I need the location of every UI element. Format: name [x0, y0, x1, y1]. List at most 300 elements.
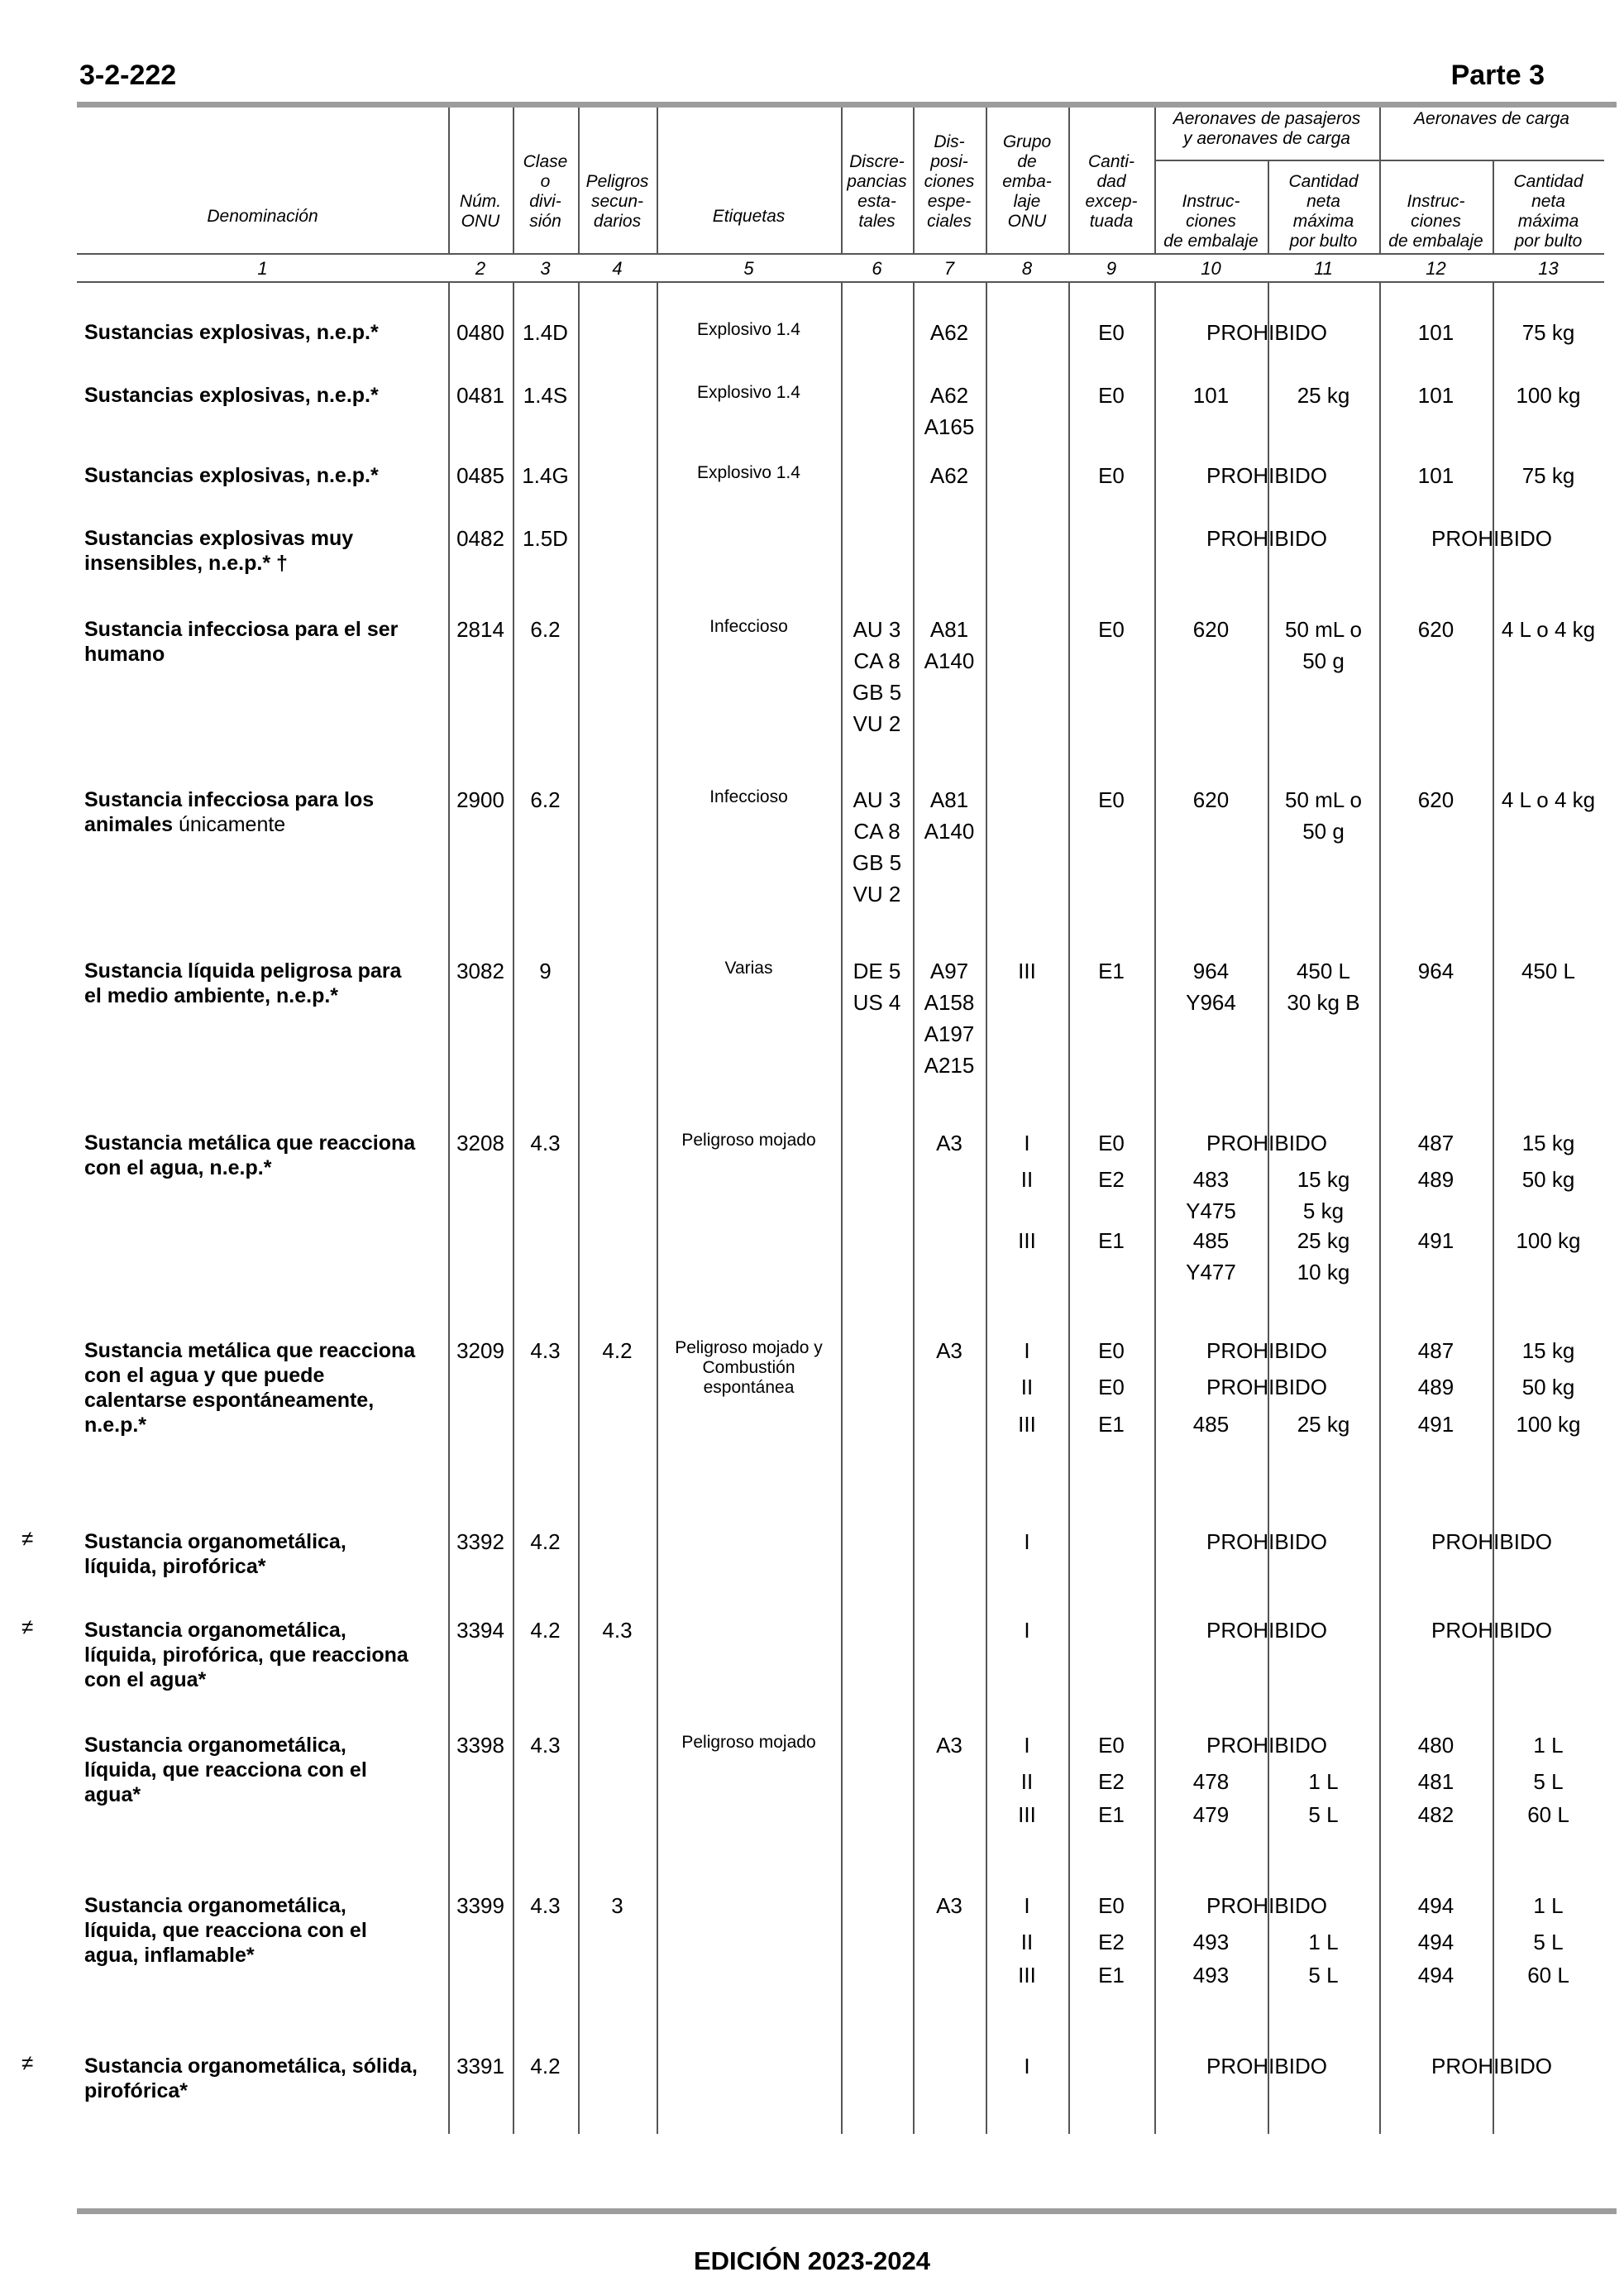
substance-name-line: con el agua, n.e.p.* — [84, 1156, 272, 1179]
substance-name — [84, 463, 448, 488]
pax-prohibited: PROHIBIDO — [1206, 526, 1327, 551]
pax-prohibited: PROHIBIDO — [1206, 2054, 1327, 2078]
pax-max-quantity: 5 L — [1308, 1963, 1339, 1987]
header-line: Grupo — [1002, 132, 1052, 151]
special-provision-line: A81 — [929, 617, 969, 642]
header-cantidad-exceptuada — [1068, 152, 1154, 232]
pax-prohibited: PROHIBIDO — [1206, 1529, 1327, 1554]
pax-max-quantity: 1 L — [1308, 1930, 1339, 1954]
header-bottom-rule — [77, 253, 1604, 255]
hazard-label-line: Varias — [724, 959, 773, 978]
substance-name — [84, 320, 448, 345]
class-division: 1.4G — [522, 463, 569, 488]
pax-prohibited: PROHIBIDO — [1206, 1131, 1327, 1155]
column-number: 6 — [872, 258, 882, 279]
cargo-max-quantity: 75 kg — [1521, 320, 1575, 345]
header-line: dad — [1096, 172, 1126, 191]
header-line: ciones — [924, 172, 975, 191]
packing-group: III — [1018, 1802, 1036, 1827]
un-number: 3082 — [456, 959, 504, 983]
pax-packing-instruction: Y477 — [1186, 1260, 1236, 1284]
class-division: 1.4S — [523, 383, 568, 408]
substance-name — [84, 787, 448, 837]
substance-name-line: humano — [84, 643, 165, 666]
hazard-label-line: Infeccioso — [709, 617, 788, 636]
class-division: 4.3 — [530, 1338, 561, 1363]
pax-packing-instruction: 493 — [1192, 1930, 1230, 1954]
class-division: 6.2 — [530, 787, 561, 812]
un-number: 3392 — [456, 1529, 504, 1554]
cargo-max-quantity: 5 L — [1533, 1769, 1564, 1794]
header-line: emba- — [1002, 172, 1052, 191]
header-line: espe- — [927, 192, 972, 211]
pax-max-quantity — [1268, 955, 1379, 1018]
substance-name-line: líquida, que reacciona con el — [84, 1919, 367, 1942]
special-provision — [913, 1890, 986, 1921]
body-column-divider — [578, 281, 580, 2134]
body-column-divider — [1493, 281, 1494, 2134]
cargo-packing-instruction: 481 — [1417, 1769, 1454, 1794]
excepted-quantity: E2 — [1098, 1930, 1125, 1954]
state-variation-line: CA 8 — [853, 819, 900, 844]
header-aero-pasajeros — [1154, 109, 1379, 149]
column-number: 3 — [540, 258, 551, 279]
header-line: Núm. — [459, 192, 502, 211]
hazard-label — [657, 1338, 841, 1398]
class-division: 1.4D — [523, 320, 568, 345]
special-provision-line: A62 — [929, 320, 969, 345]
substance-name-line: Sustancia organometálica, — [84, 1734, 346, 1757]
cargo-packing-instruction: 494 — [1417, 1963, 1454, 1987]
cargo-packing-instruction: 487 — [1417, 1131, 1454, 1155]
class-division: 4.3 — [530, 1131, 561, 1155]
un-number: 0481 — [456, 383, 504, 408]
change-mark: ≠ — [21, 1526, 34, 1551]
header-line: y aeronaves de carga — [1183, 129, 1350, 148]
substance-name — [84, 1529, 448, 1579]
packing-group: III — [1018, 1412, 1036, 1437]
hazard-label — [657, 959, 841, 978]
cargo-max-quantity: 450 L — [1521, 959, 1576, 983]
substance-name — [84, 617, 448, 667]
cargo-packing-instruction: 482 — [1417, 1802, 1454, 1827]
class-division: 9 — [539, 959, 552, 983]
header-instrucciones-carga — [1379, 192, 1493, 251]
substance-name — [84, 2054, 448, 2103]
body-column-divider — [1068, 281, 1070, 2134]
cargo-prohibited: PROHIBIDO — [1431, 526, 1552, 551]
excepted-quantity: E2 — [1098, 1167, 1125, 1192]
change-mark: ≠ — [21, 1614, 34, 1639]
excepted-quantity: E0 — [1098, 1893, 1125, 1918]
column-number: 12 — [1426, 258, 1446, 279]
cargo-max-quantity: 1 L — [1533, 1733, 1564, 1758]
substance-name-line: Sustancia infecciosa para los — [84, 788, 375, 811]
packing-group: II — [1020, 1375, 1034, 1399]
un-number: 3399 — [456, 1893, 504, 1918]
substance-name-line: Sustancia organometálica, sólida, — [84, 2054, 418, 2078]
header-peligros — [578, 172, 657, 232]
excepted-quantity: E2 — [1098, 1769, 1125, 1794]
header-column-divider — [657, 108, 658, 253]
hazard-label-line: Combustión — [702, 1358, 795, 1377]
cargo-prohibited: PROHIBIDO — [1431, 1529, 1552, 1554]
excepted-quantity: E1 — [1098, 1802, 1125, 1827]
header-line: ciones — [1186, 212, 1236, 231]
header-line: esta- — [857, 192, 896, 211]
substance-name — [84, 1338, 448, 1437]
substance-name — [84, 1131, 448, 1180]
pax-max-quantity: 5 L — [1308, 1802, 1339, 1827]
substance-name — [84, 1733, 448, 1807]
pax-packing-instruction: 485 — [1192, 1412, 1230, 1437]
special-provision-line: A165 — [924, 414, 975, 439]
header-line: de embalaje — [1163, 232, 1259, 251]
class-division: 4.2 — [530, 1529, 561, 1554]
header-line: Instruc- — [1407, 192, 1465, 211]
column-number: 5 — [743, 258, 754, 279]
pax-packing-instruction — [1154, 784, 1268, 816]
hazard-label-line: Explosivo 1.4 — [697, 463, 800, 482]
header-line: secun- — [590, 192, 644, 211]
header-etiquetas: Etiquetas — [712, 207, 786, 226]
pax-prohibited: PROHIBIDO — [1206, 1893, 1327, 1918]
substance-name-line: Sustancias explosivas muy — [84, 527, 354, 550]
body-column-divider — [513, 281, 514, 2134]
substance-name-line: Sustancia líquida peligrosa para — [84, 959, 402, 983]
column-number: 4 — [612, 258, 623, 279]
cargo-max-quantity: 75 kg — [1521, 463, 1575, 488]
substance-name-line: agua* — [84, 1783, 141, 1806]
header-line: neta — [1306, 192, 1340, 211]
special-provision — [913, 460, 986, 491]
substance-name-line: con el agua* — [84, 1668, 207, 1691]
cargo-packing-instruction: 101 — [1417, 383, 1454, 408]
substance-name-line: Sustancia metálica que reacciona — [84, 1339, 416, 1362]
header-line: laje — [1013, 192, 1041, 211]
substance-name-line: n.e.p.* — [84, 1413, 147, 1437]
header-grupo — [986, 132, 1068, 232]
pax-packing-instruction: Y475 — [1186, 1198, 1236, 1223]
hazard-label-line: Peligroso mojado — [681, 1131, 816, 1150]
state-variation-line: AU 3 — [853, 617, 901, 642]
excepted-quantity: E0 — [1098, 1131, 1125, 1155]
column-number: 10 — [1201, 258, 1221, 279]
state-variation-line: VU 2 — [853, 711, 901, 736]
cargo-max-quantity: 100 kg — [1516, 1412, 1581, 1437]
special-provision-line: A3 — [936, 1733, 962, 1758]
state-variation-line: DE 5 — [853, 959, 901, 983]
cargo-max-quantity: 100 kg — [1516, 1228, 1581, 1253]
pax-max-quantity — [1268, 784, 1379, 847]
cargo-packing-instruction: 620 — [1417, 617, 1454, 642]
cargo-max-quantity: 15 kg — [1521, 1338, 1575, 1363]
pax-packing-instruction — [1154, 614, 1268, 645]
un-number: 0485 — [456, 463, 504, 488]
pax-max-quantity: 25 kg — [1297, 1412, 1350, 1437]
header-line: Dis- — [934, 132, 965, 151]
header-line: tales — [858, 212, 896, 231]
header-line: Clase — [523, 152, 568, 171]
special-provision — [913, 1729, 986, 1761]
substance-name-line: calentarse espontáneamente, — [84, 1389, 375, 1412]
state-variation — [841, 784, 913, 910]
bottom-rule — [77, 2208, 1617, 2214]
body-column-divider — [448, 281, 450, 2134]
pax-packing-instruction — [1154, 955, 1268, 1018]
header-line: por bulto — [1289, 232, 1358, 251]
hazard-label-line: espontánea — [703, 1378, 795, 1397]
excepted-quantity: E0 — [1098, 1338, 1125, 1363]
class-division: 4.3 — [530, 1733, 561, 1758]
substance-name-line: líquida, pirofórica, que reacciona — [84, 1643, 408, 1667]
pax-max-quantity-line: 30 kg B — [1287, 990, 1360, 1015]
substance-name-line: insensibles, n.e.p.* † — [84, 552, 288, 575]
substance-name — [84, 1893, 448, 1968]
packing-group: II — [1020, 1769, 1034, 1794]
column-number: 1 — [257, 258, 268, 279]
substance-name-line: líquida, pirofórica* — [84, 1555, 266, 1578]
pax-packing-instruction-line: 620 — [1192, 617, 1230, 642]
part-title: Parte 3 — [1450, 60, 1545, 91]
cargo-max-quantity: 100 kg — [1516, 383, 1581, 408]
pax-packing-instruction: 493 — [1192, 1963, 1230, 1987]
special-provision-line: A158 — [924, 990, 975, 1015]
excepted-quantity: E1 — [1098, 1963, 1125, 1987]
excepted-quantity: E0 — [1098, 617, 1125, 642]
header-line: pancias — [847, 172, 907, 191]
substance-name — [84, 526, 448, 576]
hazard-label — [657, 320, 841, 340]
cargo-packing-instruction: 489 — [1417, 1167, 1454, 1192]
cargo-max-quantity: 5 L — [1533, 1930, 1564, 1954]
state-variation-line: GB 5 — [852, 850, 902, 875]
hazard-label-line: Peligroso mojado — [681, 1733, 816, 1752]
substance-name-bold: animales — [84, 813, 179, 836]
special-provision-line: A62 — [929, 463, 969, 488]
pax-packing-instruction-line: 620 — [1192, 787, 1230, 812]
pax-packing-instruction: 479 — [1192, 1802, 1230, 1827]
cargo-packing-instruction: 494 — [1417, 1893, 1454, 1918]
hazard-label — [657, 1733, 841, 1753]
packing-group: I — [1024, 1529, 1030, 1554]
cargo-max-quantity: 50 kg — [1521, 1375, 1575, 1399]
cargo-packing-instruction: 101 — [1417, 463, 1454, 488]
excepted-quantity: E1 — [1098, 1228, 1125, 1253]
special-provision — [913, 317, 986, 348]
un-number: 3208 — [456, 1131, 504, 1155]
header-aero-carga: Aeronaves de carga — [1414, 109, 1569, 128]
special-provision-line: A62 — [929, 383, 969, 408]
header-line: Instruc- — [1182, 192, 1240, 211]
packing-group: III — [1018, 1963, 1036, 1987]
substance-name-line: Sustancia organometálica, — [84, 1530, 346, 1553]
header-line: Discre- — [849, 152, 905, 171]
excepted-quantity: E0 — [1098, 320, 1125, 345]
pax-prohibited: PROHIBIDO — [1206, 463, 1327, 488]
packing-group: II — [1020, 1167, 1034, 1192]
substance-name-line: Sustancia organometálica, — [84, 1894, 346, 1917]
pax-max-quantity: 25 kg — [1297, 1228, 1350, 1253]
substance-name-line: Sustancia metálica que reacciona — [84, 1131, 416, 1155]
cargo-prohibited: PROHIBIDO — [1431, 1618, 1552, 1643]
state-variation-line: GB 5 — [852, 680, 902, 705]
header-cantidad-pax — [1268, 172, 1379, 251]
special-provision-line: A197 — [924, 1021, 975, 1046]
substance-name-line: Sustancias explosivas, n.e.p.* — [84, 384, 379, 407]
cargo-packing-instruction: 489 — [1417, 1375, 1454, 1399]
special-provision — [913, 1335, 986, 1366]
pax-prohibited: PROHIBIDO — [1206, 1618, 1327, 1643]
hazard-label-line: Infeccioso — [709, 787, 788, 806]
special-provision-line: A81 — [929, 787, 969, 812]
cargo-packing-instruction: 494 — [1417, 1930, 1454, 1954]
packing-group: I — [1024, 1131, 1030, 1155]
substance-name-line: el medio ambiente, n.e.p.* — [84, 984, 339, 1007]
substance-name-normal: únicamente — [178, 813, 286, 836]
body-column-divider — [1379, 281, 1381, 2134]
packing-group: I — [1024, 1618, 1030, 1643]
special-provision — [913, 784, 986, 847]
excepted-quantity: E1 — [1098, 959, 1125, 983]
substance-name-line: agua, inflamable* — [84, 1944, 255, 1967]
un-number: 3391 — [456, 2054, 504, 2078]
change-mark: ≠ — [21, 2050, 34, 2075]
top-rule — [77, 102, 1617, 108]
body-column-divider — [986, 281, 987, 2134]
substance-name-line: líquida, que reacciona con el — [84, 1758, 367, 1782]
cargo-max-quantity: 15 kg — [1521, 1131, 1575, 1155]
substance-name — [84, 1618, 448, 1692]
state-variation-line: VU 2 — [853, 882, 901, 906]
class-division: 4.2 — [530, 2054, 561, 2078]
substance-name-line: Sustancia infecciosa para el ser — [84, 618, 399, 641]
cargo-packing-instruction: 101 — [1417, 320, 1454, 345]
substance-name — [84, 959, 448, 1008]
column-number: 9 — [1106, 258, 1117, 279]
column-number: 7 — [943, 258, 955, 279]
pax-packing-instruction: 483 — [1192, 1167, 1230, 1192]
header-line: Cantidad — [1513, 172, 1583, 191]
special-provision-line: A3 — [936, 1893, 962, 1918]
state-variation-line: CA 8 — [853, 648, 900, 673]
header-denominacion: Denominación — [207, 207, 318, 226]
header-line: ONU — [461, 212, 500, 231]
page-number: 3-2-222 — [79, 60, 177, 91]
pax-max-quantity: 15 kg — [1297, 1167, 1350, 1192]
cargo-packing-instruction: 620 — [1417, 787, 1454, 812]
header-line: o — [540, 172, 551, 191]
column-number: 8 — [1021, 258, 1033, 279]
un-number: 3398 — [456, 1733, 504, 1758]
header-line: de embalaje — [1388, 232, 1483, 251]
pax-max-quantity-line: 50 mL o — [1285, 617, 1362, 642]
edition-footer: EDICIÓN 2023-2024 — [693, 2246, 931, 2275]
special-provision — [913, 1127, 986, 1159]
header-disposiciones — [913, 132, 986, 232]
header-line: tuada — [1089, 212, 1134, 231]
header-cantidad-carga — [1493, 172, 1604, 251]
header-line: divi- — [529, 192, 561, 211]
pax-max-quantity-line: 450 L — [1296, 959, 1351, 983]
un-number: 3209 — [456, 1338, 504, 1363]
hazard-label — [657, 383, 841, 403]
pax-max-quantity-line: 50 mL o — [1285, 787, 1362, 812]
header-line: Canti- — [1087, 152, 1135, 171]
header-line: Aeronaves de pasajeros — [1173, 109, 1361, 128]
packing-group: III — [1018, 1228, 1036, 1253]
hazard-label — [657, 617, 841, 637]
hazard-label-line: Peligroso mojado y — [675, 1338, 823, 1357]
cargo-max-quantity: 4 L o 4 kg — [1501, 617, 1596, 642]
special-provision-line: A215 — [924, 1053, 975, 1078]
cargo-packing-instruction: 487 — [1417, 1338, 1454, 1363]
substance-name-line: Sustancias explosivas, n.e.p.* — [84, 464, 379, 487]
pax-packing-instruction: 101 — [1192, 383, 1230, 408]
packing-group: II — [1020, 1930, 1034, 1954]
pax-max-quantity-line: 50 g — [1302, 648, 1345, 673]
excepted-quantity: E0 — [1098, 383, 1125, 408]
cargo-packing-instruction: 491 — [1417, 1228, 1454, 1253]
pax-packing-instruction: 478 — [1192, 1769, 1230, 1794]
class-division: 4.3 — [530, 1893, 561, 1918]
state-variation-line: US 4 — [853, 990, 901, 1015]
pax-packing-instruction: 485 — [1192, 1228, 1230, 1253]
substance-name-line: con el agua y que puede — [84, 1364, 325, 1387]
header-instrucciones-pax — [1154, 192, 1268, 251]
un-number: 0480 — [456, 320, 504, 345]
header-line: máxima — [1292, 212, 1354, 231]
header-line: máxima — [1517, 212, 1579, 231]
cargo-packing-instruction: 491 — [1417, 1412, 1454, 1437]
pax-prohibited: PROHIBIDO — [1206, 1338, 1327, 1363]
special-provision-line: A140 — [924, 648, 975, 673]
substance-name-line: pirofórica* — [84, 2079, 189, 2102]
header-line: de — [1017, 152, 1037, 171]
hazard-label — [657, 1131, 841, 1150]
cargo-max-quantity: 60 L — [1527, 1802, 1569, 1827]
header-line: Peligros — [585, 172, 649, 191]
state-variation — [841, 955, 913, 1018]
pax-prohibited: PROHIBIDO — [1206, 320, 1327, 345]
excepted-quantity: E0 — [1098, 463, 1125, 488]
cargo-max-quantity: 60 L — [1527, 1963, 1569, 1987]
header-line: neta — [1531, 192, 1565, 211]
substance-name-line: Sustancias explosivas, n.e.p.* — [84, 321, 379, 344]
header-discrepancias — [841, 152, 913, 232]
packing-group: I — [1024, 1733, 1030, 1758]
pax-max-quantity: 1 L — [1308, 1769, 1339, 1794]
special-provision-line: A97 — [929, 959, 969, 983]
packing-group: I — [1024, 1893, 1030, 1918]
header-line: ciales — [927, 212, 972, 231]
packing-group: I — [1024, 2054, 1030, 2078]
state-variation — [841, 614, 913, 739]
class-division: 6.2 — [530, 617, 561, 642]
un-number: 0482 — [456, 526, 504, 551]
cargo-packing-instruction: 964 — [1417, 959, 1454, 983]
packing-group: III — [1018, 959, 1036, 983]
pax-prohibited: PROHIBIDO — [1206, 1375, 1327, 1399]
header-line: Cantidad — [1288, 172, 1359, 191]
cargo-packing-instruction: 480 — [1417, 1733, 1454, 1758]
hazard-label-line: Explosivo 1.4 — [697, 320, 800, 339]
subsidiary-hazard: 3 — [611, 1893, 623, 1918]
subsidiary-hazard: 4.3 — [602, 1618, 633, 1643]
pax-max-quantity-line: 50 g — [1302, 819, 1345, 844]
body-column-divider — [841, 281, 843, 2134]
cargo-max-quantity: 50 kg — [1521, 1167, 1575, 1192]
